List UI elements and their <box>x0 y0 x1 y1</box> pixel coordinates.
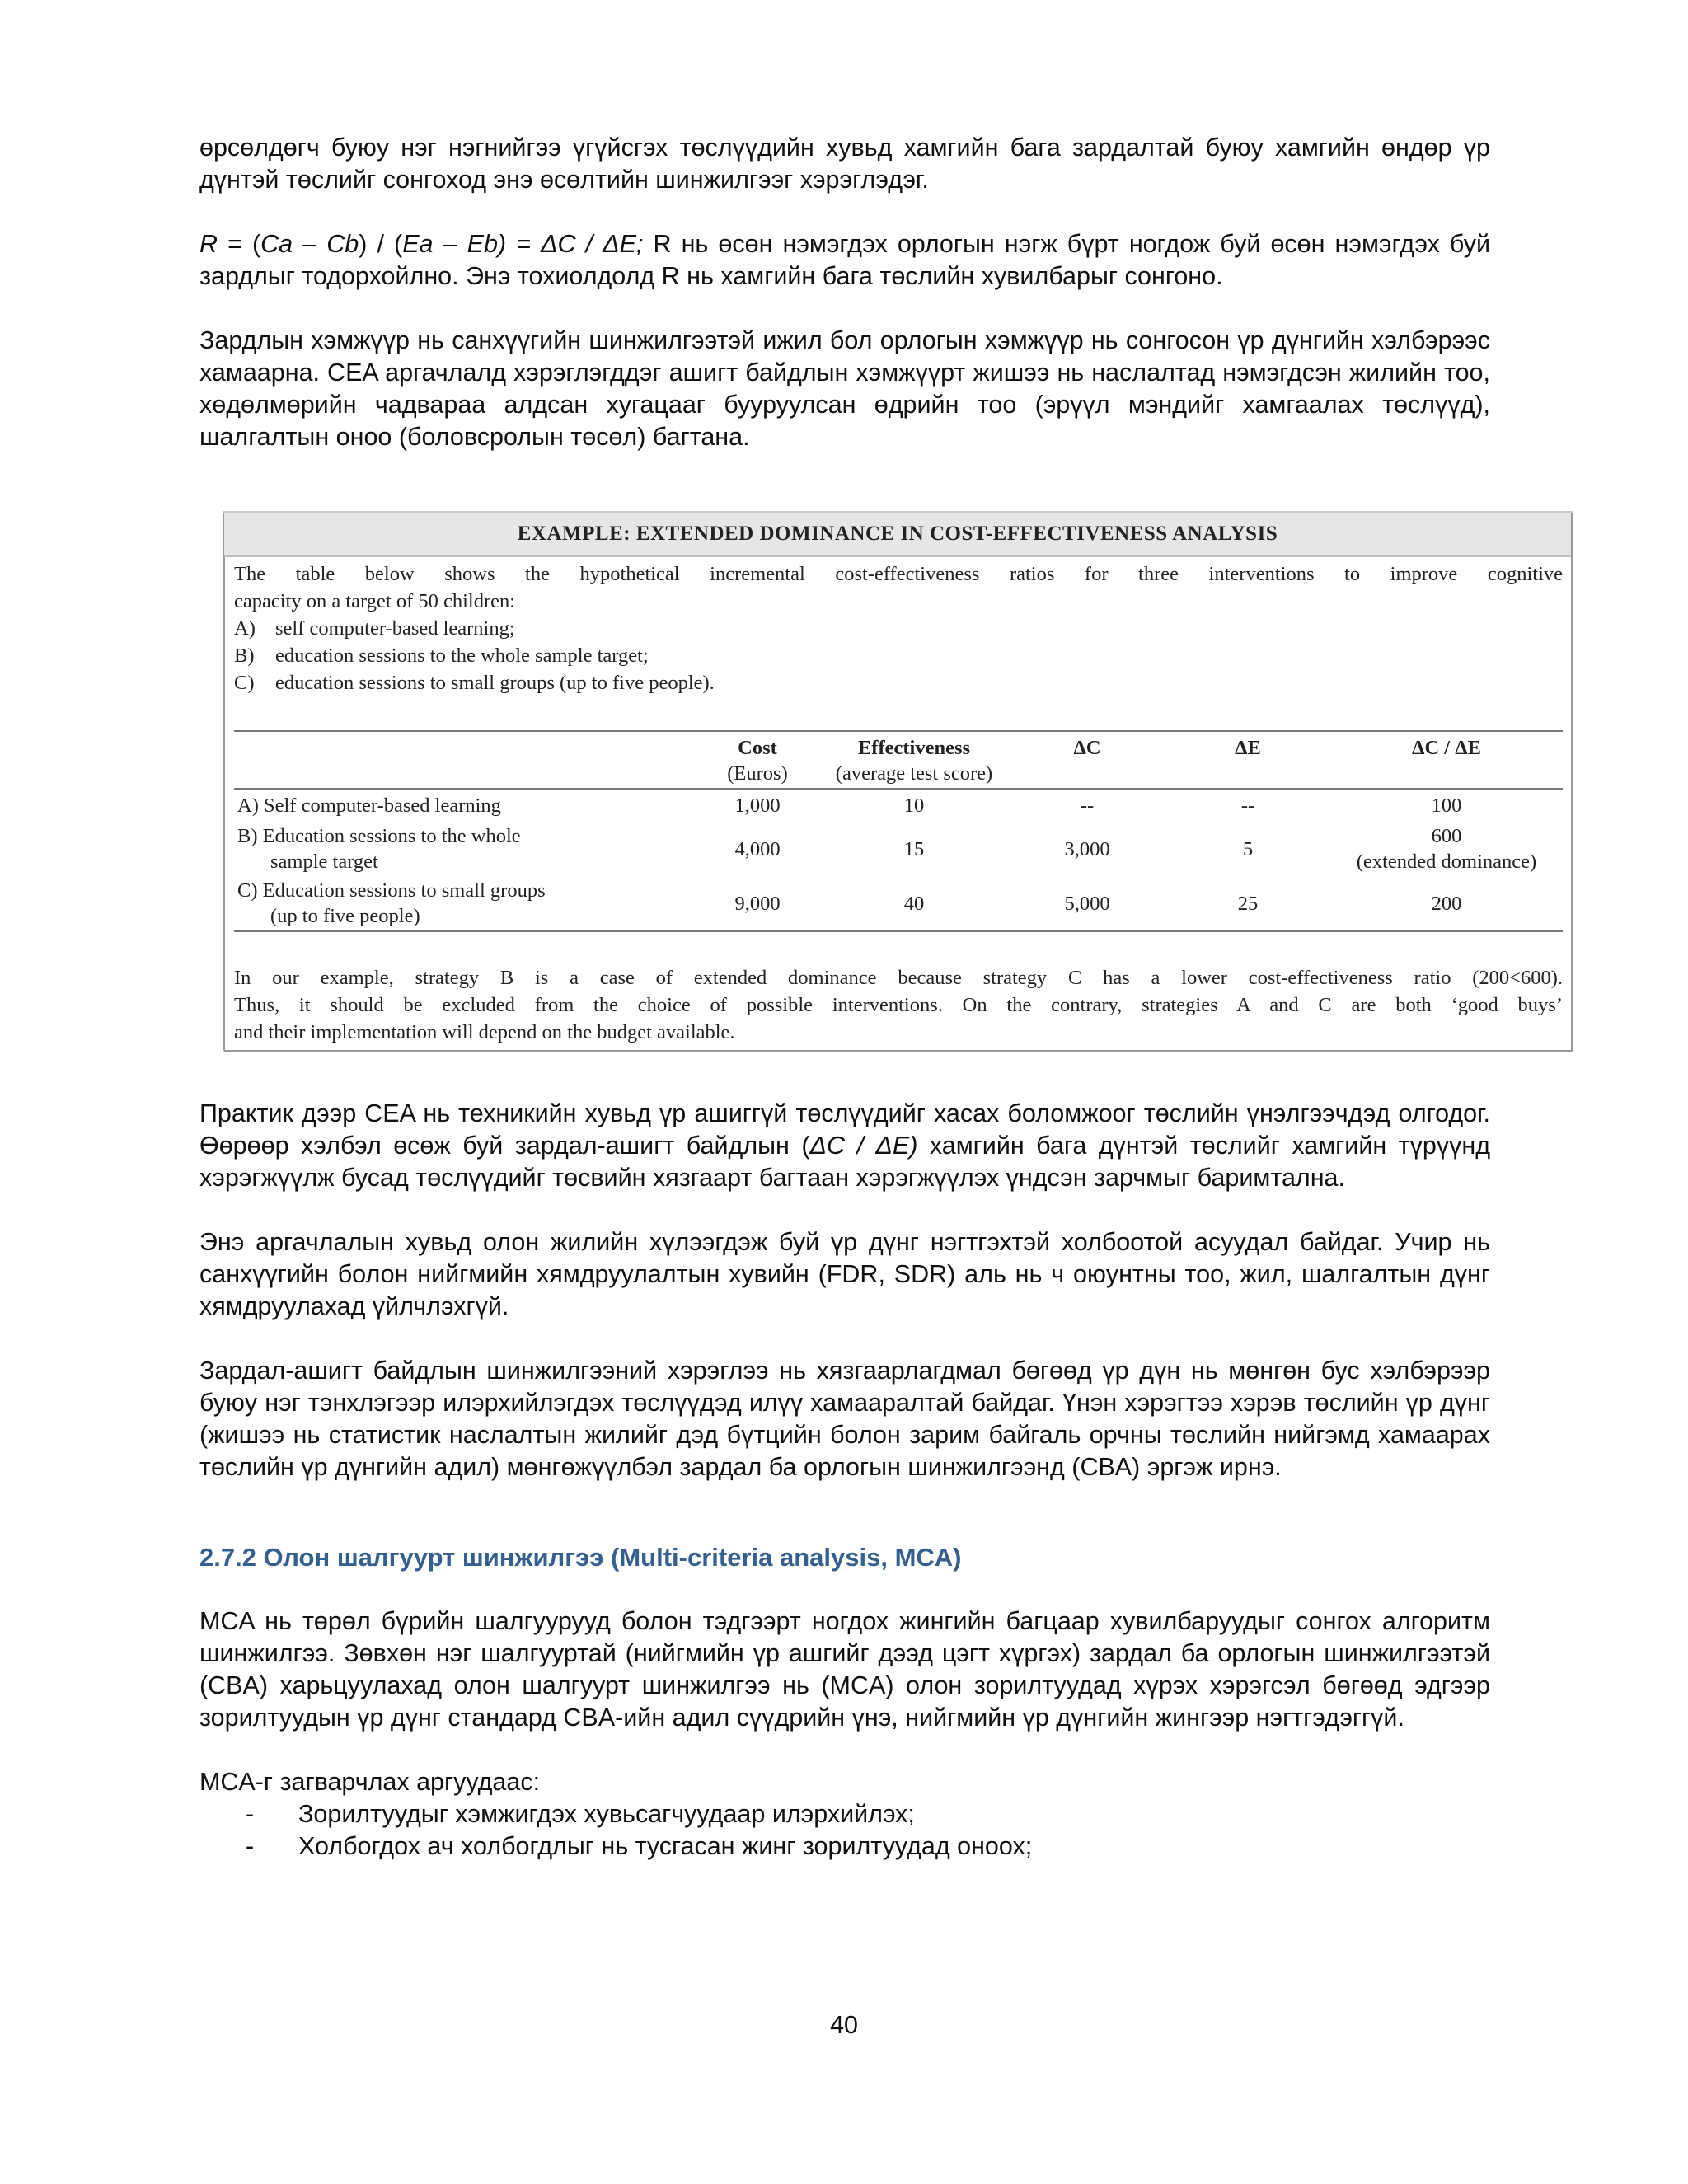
paragraph-mca-methods: MCA-г загварчлах аргуудаас: <box>199 1768 541 1796</box>
bullet-list <box>199 1798 1490 1863</box>
example-border-bottom <box>224 1050 1573 1052</box>
formula-text: R нь өсөн нэмэгдэх орлогын нэгж бүрт ногдож буй өсөн нэмэгдэх буй зардлыг тодорхойлно. Энэ тохиолдолд R нь хамгийн бага төслийн хувилбарыг сонгоно. <box>199 230 1490 290</box>
example-border-left <box>223 513 225 1050</box>
formula-cb: Cb <box>326 230 359 258</box>
table-header-row <box>234 731 1563 789</box>
formula-ea: Ea <box>402 230 434 258</box>
paragraph-measures: Зардлын хэмжүүр нь санхүүгийн шинжилгээтэй ижил бол орлогын хэмжүүр нь сонгосон үр дүнгийн хэлбэрээс хамаарна. CEA аргачлалд хэрэглэгддэг ашигт байдлын хэмжүүрт жишээ нь наслалтад нэмэгдсэн жилийн тоо, хөдөлмөрийн чадвараа алдсан хугацааг бууруулсан өдрийн тоо (эрүүл мэндийг хамгаалах төслүүд), шалгалтын оноо (боловсролын төсөл) багтана. <box>199 326 1490 451</box>
example-border-right <box>1571 513 1573 1052</box>
formula-end: ) = ΔC / ΔE; <box>497 230 644 258</box>
page-number: 40 <box>830 2011 858 2039</box>
example-intro-line1: The table below shows the hypothetical incremental cost-effectiveness ratios for three interventions to improve cognitive <box>234 563 1563 585</box>
example-option-a: A) self computer-based learning; <box>234 617 515 640</box>
header-delta-e: ΔE <box>1235 737 1261 759</box>
example-option-b: B) education sessions to the whole sample target; <box>234 644 649 667</box>
example-box <box>223 511 1573 1052</box>
table-row: C) Education sessions to small groups (up to five people) 9,000 40 5,000 25 200 <box>234 876 1563 931</box>
formula-ca: Ca <box>260 230 293 258</box>
formula-paragraph <box>199 228 1490 293</box>
header-cost: Cost (Euros) <box>727 737 788 785</box>
paragraph-limits: Зардал-ашигт байдлын шинжилгээний хэрэглээ нь хязгаарлагдмал бөгөөд үр дүн нь мөнгөн бус хэлбэрээр буюу нэг тэнхлэгээр илэрхийлэгдэх төслүүдэд илүү хамааралтай байдаг. Үнэн хэрэгтээ хэрэв төслийн үр дүнг (жишээ нь статистик наслалтын жилийг дэд бүтцийн болон зарим байгаль орчны төслийн нийгэмд хамаарах төслийн үр дүнгийн адил) мөнгөжүүлбэл зардал ба орлогын шинжилгээнд (CBA) эргэж ирнэ. <box>199 1357 1490 1481</box>
paragraph-discount: Энэ аргачлалын хувьд олон жилийн хүлээгдэж буй үр дүнг нэгтгэхтэй холбоотой асуудал байдаг. Учир нь санхүүгийн болон нийгмийн хямдруулалтын хувийн (FDR, SDR) аль нь ч оюунтны тоо, жил, шалгалтын дүнг хямдруулахад үйлчлэхгүй. <box>199 1228 1490 1320</box>
header-delta-c: ΔC <box>1073 737 1101 759</box>
formula-r: R <box>199 230 218 258</box>
example-conclusion: In our example, strategy B is a case of extended dominance because strategy C has a lower cost-effectiveness ratio (200<600). Thus, it should be excluded from the choice of possible interventions. On the contrary, strategies A and C are both ‘good buys’ and their implementation will depend on the budget available. <box>234 967 1563 1043</box>
example-intro-line2: capacity on a target of 50 children: <box>234 590 516 612</box>
header-effectiveness: Effectiveness (average test score) <box>835 737 993 785</box>
table-row: A) Self computer-based learning 1,000 10 -- -- 100 <box>237 794 1462 817</box>
paragraph-intro: өрсөлдөгч буюу нэг нэгнийгээ үгүйсгэх төслүүдийн хувьд хамгийн бага зардалтай буюу хамгийн өндөр үр дүнтэй төслийг сонгоход энэ өсөлтийн шинжилгээг хэрэглэдэг. <box>199 134 1490 194</box>
example-title: EXAMPLE: EXTENDED DOMINANCE IN COST-EFFECTIVENESS ANALYSIS <box>224 513 1571 557</box>
header-ratio: ΔC / ΔE <box>1412 737 1481 759</box>
example-table <box>234 730 1563 932</box>
document-body <box>199 132 1490 453</box>
formula-eb: Eb <box>467 230 498 258</box>
example-options <box>234 615 1563 696</box>
header-blank <box>234 731 696 789</box>
paragraph-practice: Практик дээр CEA нь техникийн хувьд үр ашиггүй төслүүдийг хасах боломжоог төслийн үнэлгээчдэд олгодог. Өөрөөр хэлбэл өсөж буй зардал-ашигт байдлын (ΔC / ΔE) хамгийн бага дүнтэй төслийг хамгийн түрүүнд хэрэгжүүлж бусад төслүүдийг төсвийн хязгаарт багтаан хэрэгжүүлэх үндсэн зарчмыг баримтална. <box>199 1099 1490 1192</box>
section-heading: 2.7.2 Олон шалгуурт шинжилгээ (Multi-criteria analysis, MCA) <box>199 1543 962 1572</box>
paragraph-mca: MCA нь төрөл бүрийн шалгуурууд болон тэдгээрт ногдох жингийн багцаар хувилбаруудыг сонгох алгоритм шинжилгээ. Зөвхөн нэг шалгууртай (нийгмийн үр ашгийг дээд цэгт хүргэх) зардал ба орлогын шинжилгээтэй (CBA) харьцуулахад олон шалгуурт шинжилгээ нь (MCA) олон зорилтуудад хүрэх хэрэгсэл бөгөөд эдгээр зорилтуудын үр дүнг стандард CBA-ийн адил сүүдрийн үнэ, нийгмийн үр дүнгийн жингээр нэгтгэдэггүй. <box>199 1607 1490 1732</box>
formula-eq: = ( <box>218 230 261 258</box>
formula-mid: ) / ( <box>359 230 403 258</box>
example-option-c: C) education sessions to small groups (up to five people). <box>234 672 715 694</box>
formula-dash1: – <box>293 230 327 258</box>
list-item: - Зорилтуудыг хэмжигдэх хувьсагчуудаар илэрхийлэх; <box>246 1800 915 1828</box>
list-item: - Холбогдох ач холбогдлыг нь тусгасан жинг зорилтуудад оноох; <box>246 1832 1033 1860</box>
formula-dash2: – <box>433 230 467 258</box>
table-row: B) Education sessions to the whole sample target 4,000 15 3,000 5 600 (extended dominance) <box>237 825 1537 873</box>
document-body-lower <box>199 1098 1490 1863</box>
example-intro <box>234 560 1563 696</box>
